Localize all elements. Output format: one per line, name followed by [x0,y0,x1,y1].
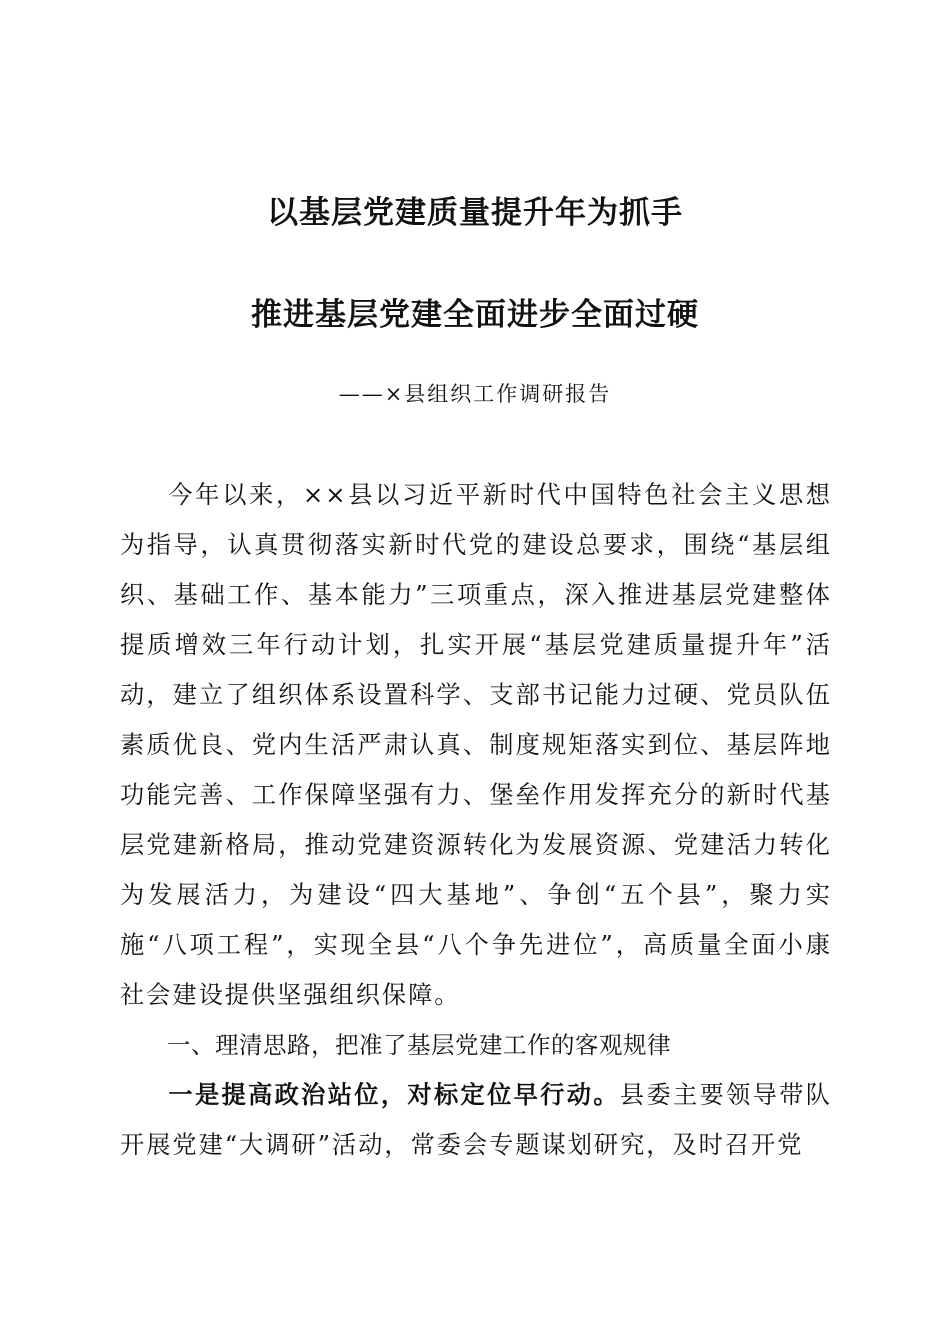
document-body [120,470,832,1170]
intro-paragraph: 今年以来，××县以习近平新时代中国特色社会主义思想为指导，认真贯彻落实新时代党的建设总要求，围绕“基层组织、基础工作、基本能力”三项重点，深入推进基层党建整体提质增效三年行动计划，扎实开展“基层党建质量提升年”活动，建立了组织体系设置科学、支部书记能力过硬、党员队伍素质优良、党内生活严肃认真、制度规矩落实到位、基层阵地功能完善、工作保障坚强有力、堡垒作用发挥充分的新时代基层党建新格局，推动党建资源转化为发展资源、党建活力转化为发展活力，为建设“四大基地”、争创“五个县”，聚力实施“八项工程”，实现全县“八个争先进位”，高质量全面小康社会建设提供坚强组织保障。 [120,481,832,1009]
document-title-line-2: 推进基层党建全面进步全面过硬 [251,297,699,333]
point-1-text: 县委主要领导带队开展党建“大调研”活动，常委会专题谋划研究，及时召开党 [120,1081,832,1159]
point-1-paragraph [120,1070,832,1170]
document-subtitle: ——×县组织工作调研报告 [338,382,612,406]
document-title-line-1: 以基层党建质量提升年为抓手 [267,195,683,231]
section-heading-1: 一、理清思路，把准了基层党建工作的客观规律 [167,1031,671,1059]
point-1-lead: 一是提高政治站位，对标定位早行动。 [168,1081,620,1109]
